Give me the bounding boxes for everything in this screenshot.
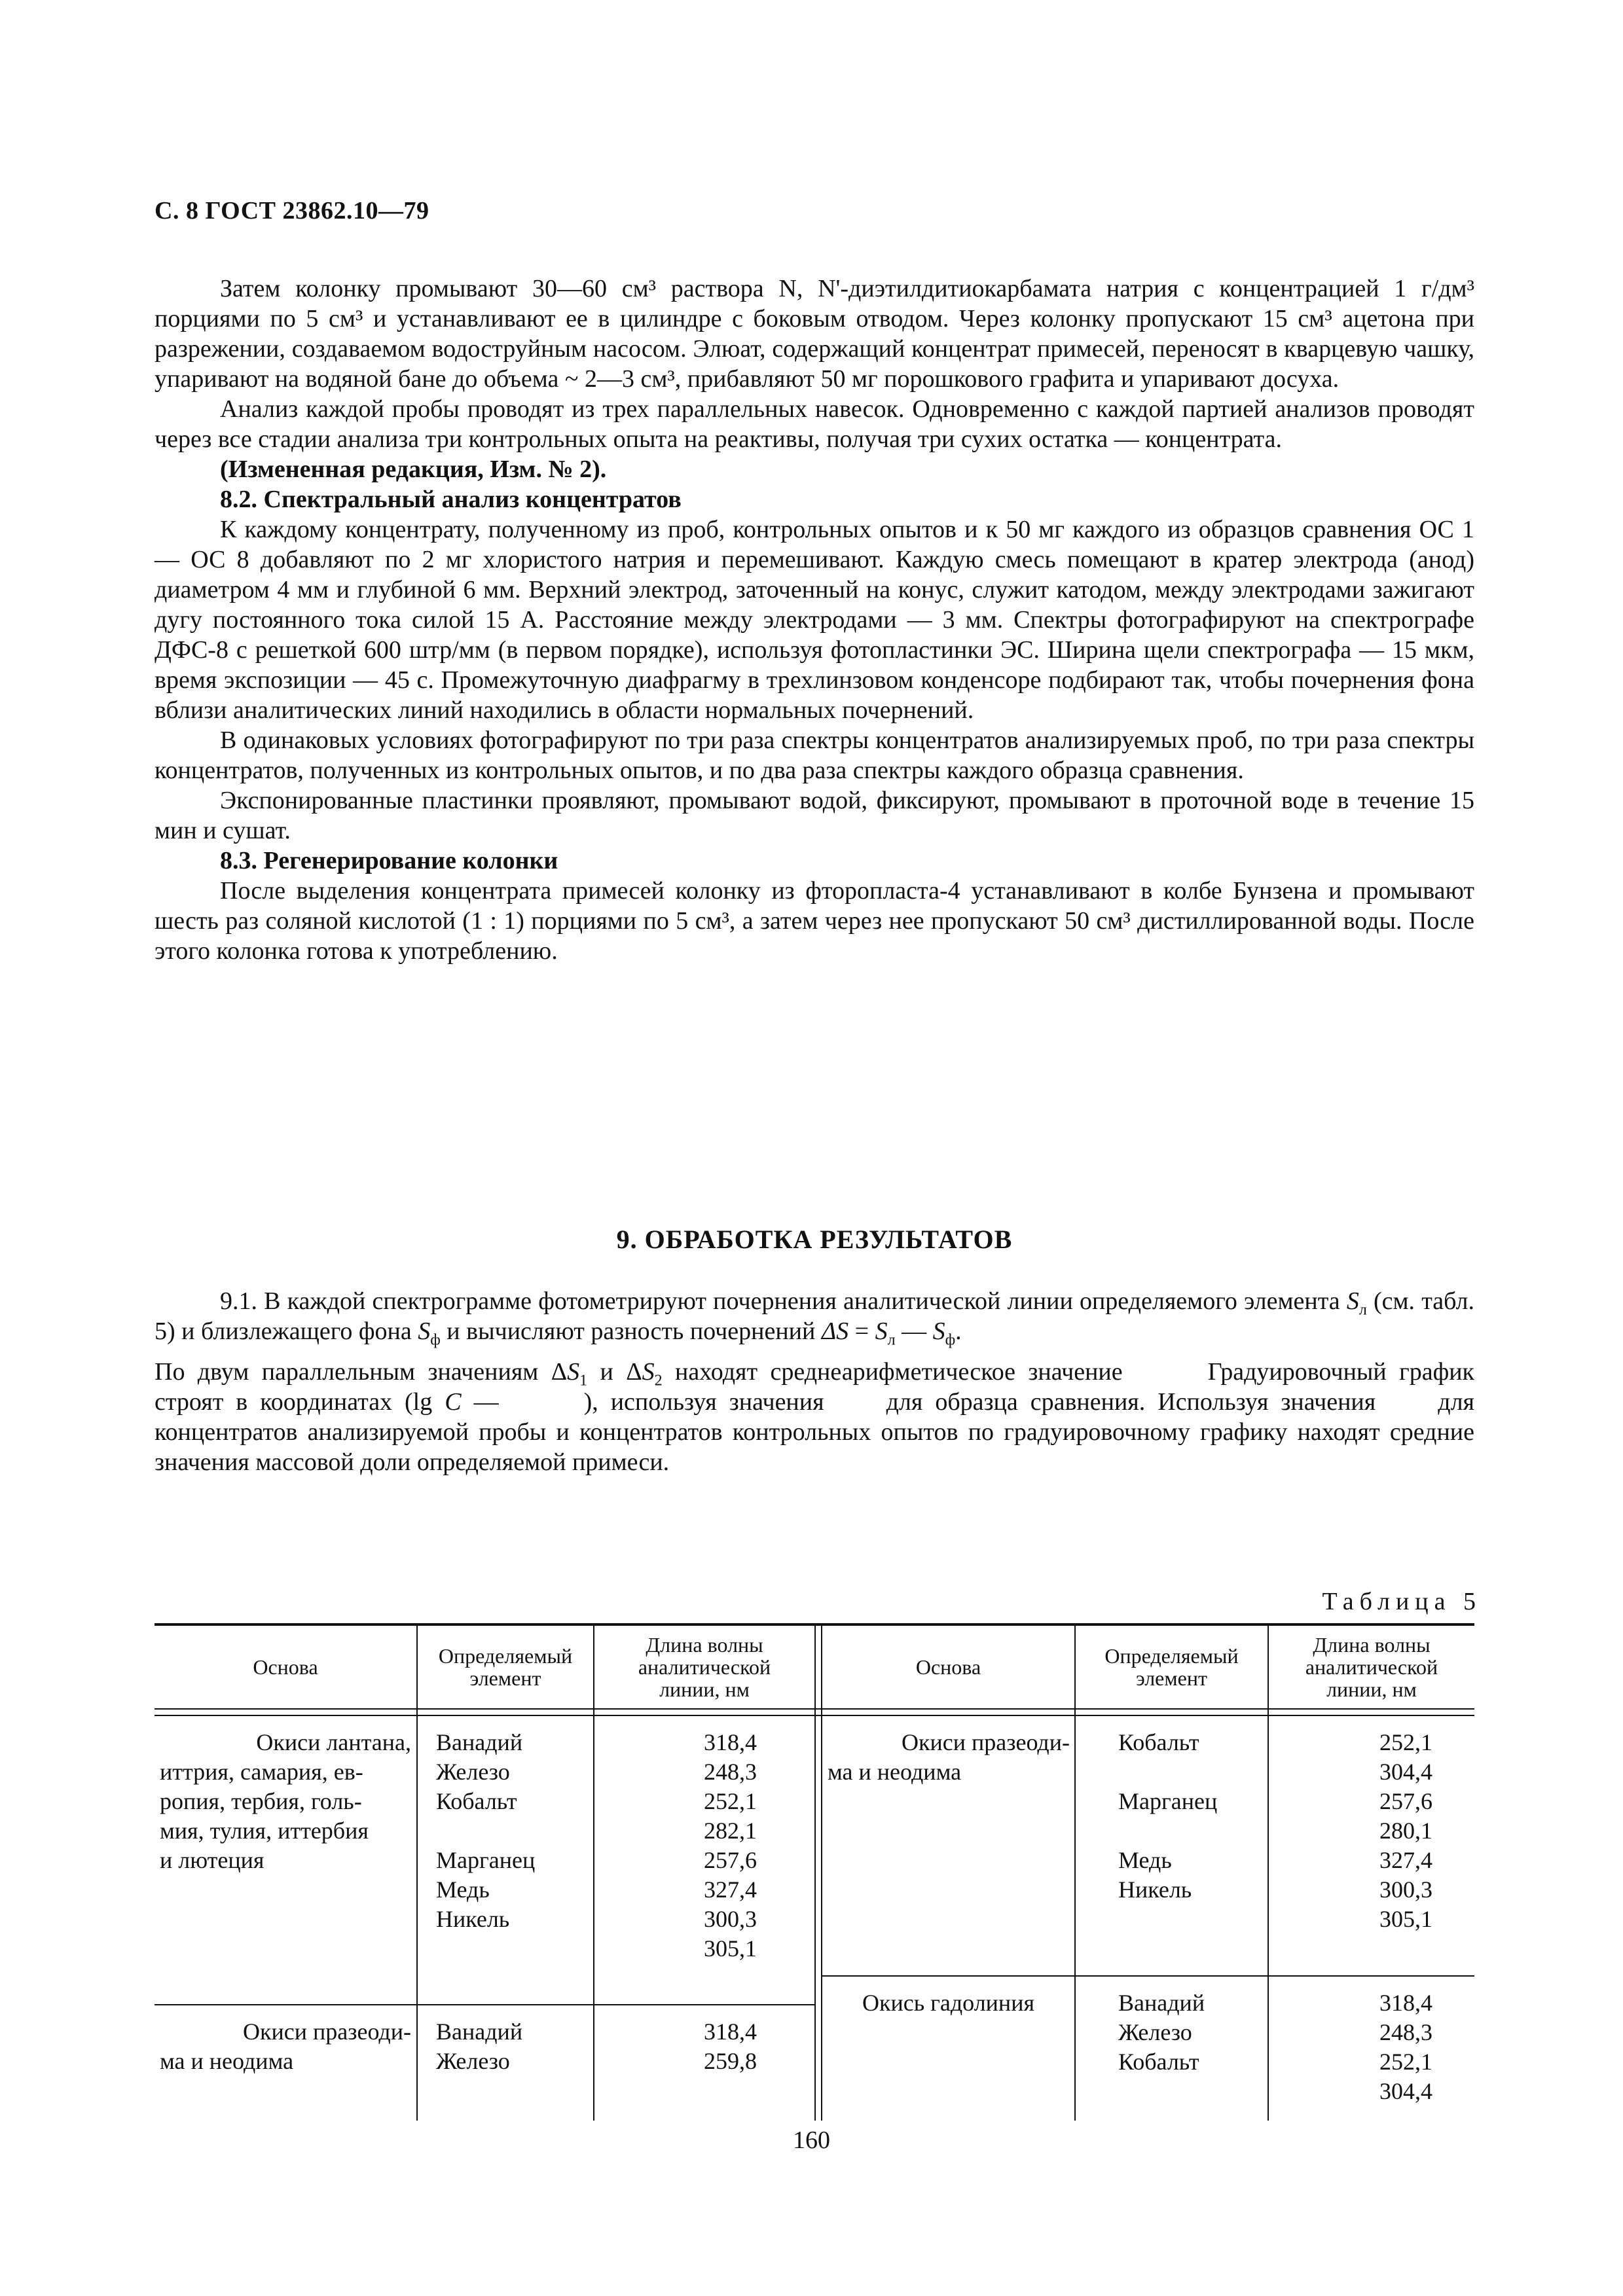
table-cell-line: Окись гадолиния: [862, 1990, 1035, 2016]
right-g2-base: [822, 1988, 1074, 2018]
table-cell-line: Марганец: [1118, 1788, 1218, 1814]
table-cell-line: ма и неодима: [160, 2048, 294, 2074]
table-cell-line: 252,1: [1379, 1729, 1432, 1755]
paragraph: Экспонированные пластинки проявляют, промывают водой, фиксируют, промывают в проточной воде в течение 15 мин и сушат.: [155, 787, 1474, 844]
left-g1-values: [600, 1728, 757, 1964]
left-group-rule: [155, 2004, 814, 2005]
paragraph: Затем колонку промывают 30—60 см³ раствора N, N'-диэтилдитиокарбамата натрия с концентрацией 1 г/дм³ порциями по 5 см³ и устанавливают ее в цилиндре с боковым отводом. Через колонку пропускают 15 см³ ацетона при разрежении, создаваемом водоструйным насосом. Элюат, содержащий концентрат примесей, переносят в кварцевую чашку, упаривают на водяной бане до объема ~ 2—3 см³, прибавляют 50 мг порошкового графита и упаривают досуха.: [155, 275, 1474, 393]
paragraph: После выделения концентрата примесей колонку из фторопласта-4 устанавливают в колбе Бунзена и промывают шесть раз соляной кислотой (1 : 1) порциями по 5 см³, а затем через нее пропускают 50 см³ дистиллированной воды. После этого колонка готова к употреблению.: [155, 877, 1474, 965]
left-g2-values: [600, 2017, 757, 2076]
table-cell-line: 318,4: [704, 2018, 757, 2045]
table-cell-line: Медь: [436, 1876, 490, 1903]
section-9-paragraph-1: 9.1. В каждой спектрограмме фотометрируют почернения аналитической линии определяемого элемента $S_л$ (см. табл. 5) и близлежащего фона $S_ф$ и вычисляют разность почернений $\Delta S = S_л$ — $S_ф$.: [155, 1287, 1474, 1349]
page-header: С. 8 ГОСТ 23862.10—79: [155, 197, 429, 224]
table-cell-line: Ванадий: [436, 1729, 523, 1755]
table-cell-line: 252,1: [704, 1788, 757, 1814]
table-cell-line: [436, 1816, 587, 1846]
header-base: Основа: [915, 1655, 981, 1679]
right-g2-values: [1275, 1988, 1432, 2106]
section-9-paragraph-2: По двум параллельным значениям $\Delta S_1$ и $\Delta S_2$ находят среднеарифметическое значение Градуировочный график строят в координатах (lg C — ), используя значения для образца сравнения. Используя значения для концентратов анализируемой пробы и концентратов контрольных опытов по градуировочному графику находят средние значения массовой доли определяемой примеси.: [155, 1358, 1475, 1476]
table-cell-line: иттрия, самария, ев-: [160, 1759, 363, 1785]
table-cell-line: Окиси празеоди-: [902, 1729, 1070, 1755]
table-cell-line: [436, 1934, 587, 1964]
table-cell-line: Ванадий: [436, 2018, 523, 2045]
table-cell-line: Окиси лантана,: [256, 1729, 411, 1755]
table-cell-line: и лютеция: [160, 1847, 264, 1873]
table-cell-line: 300,3: [704, 1906, 757, 1932]
header-element: Определяемый элемент: [1104, 1644, 1239, 1690]
table-cell-line: 257,6: [1379, 1788, 1432, 1814]
section-9-text: [155, 1286, 1474, 1477]
table-cell-line: 304,4: [1379, 1759, 1432, 1785]
table-cell-line: Железо: [436, 2048, 510, 2074]
table-cell-line: ропия, тербия, голь-: [160, 1788, 362, 1814]
table-cell-line: Медь: [1118, 1847, 1172, 1873]
table-cell-line: Никель: [1118, 1876, 1192, 1903]
header-base: Основа: [253, 1655, 318, 1679]
table-cell-line: 304,4: [1379, 2078, 1432, 2104]
right-g1-base: [828, 1728, 1070, 1787]
table-cell-line: 318,4: [1379, 1990, 1432, 2016]
paragraph: В одинаковых условиях фотографируют по три раза спектры концентратов анализируемых проб, по три раза спектры концентратов, полученных из контрольных опытов, и по два раза спектры каждого образца сравнения.: [155, 726, 1474, 784]
table-cell-line: Ванадий: [1118, 1990, 1205, 2016]
table-cell-line: 248,3: [1379, 2019, 1432, 2045]
header-element: Определяемый элемент: [438, 1644, 573, 1690]
header-wavelength: Длина волны аналитической линии, нм: [638, 1633, 771, 1701]
table-cell-line: [1118, 1905, 1262, 1934]
table-cell-line: 300,3: [1379, 1876, 1432, 1903]
left-g2-base: [160, 2017, 411, 2076]
left-g1-base: [160, 1728, 411, 1875]
table-caption: Таблица 5: [1322, 1588, 1482, 1615]
right-g1-values: [1275, 1728, 1432, 1934]
table-cell-line: 305,1: [704, 1935, 757, 1962]
table-cell-line: 257,6: [704, 1847, 757, 1873]
table-cell-line: 327,4: [704, 1876, 757, 1903]
paragraph: Анализ каждой пробы проводят из трех параллельных навесок. Одновременно с каждой партией анализов проводят через все стадии анализа три контрольных опыта на реактивы, получая три сухих остатка — концентрата.: [155, 395, 1474, 453]
right-group-rule: [822, 1975, 1474, 1977]
table-cell-line: Никель: [436, 1906, 510, 1932]
paragraph: К каждому концентрату, полученному из проб, контрольных опытов и к 50 мг каждого из образцов сравнения ОС 1 — ОС 8 добавляют по 2 мг хлористого натрия и перемешивают. Каждую смесь помещают в кратер электрода (анод) диаметром 4 мм и глубиной 6 мм. Верхний электрод, заточенный на конус, служит катодом, между электродами зажигают дугу постоянного тока силой 15 А. Расстояние между электродами — 3 мм. Спектры фотографируют на спектрографе ДФС-8 с решеткой 600 штр/мм (в первом порядке), используя фотопластинки ЭС. Ширина щели спектрографа — 15 мкм, время экспозиции — 45 с. Промежуточную диафрагму в трехлинзовом конденсоре подбирают так, чтобы почернения фона вблизи аналитических линий находились в области нормальных почернений.: [155, 516, 1474, 724]
table-cell-line: 252,1: [1379, 2049, 1432, 2075]
subheading: 8.3. Регенерирование колонки: [220, 847, 558, 874]
table-cell-line: 282,1: [704, 1818, 757, 1844]
subheading: (Измененная редакция, Изм. № 2).: [220, 456, 607, 483]
table-cell-line: Кобальт: [1118, 2049, 1199, 2075]
table-cell-line: [1118, 1757, 1262, 1787]
table-cell-line: [1118, 2077, 1262, 2106]
table-cell-line: 305,1: [1379, 1906, 1432, 1932]
left-g1-elements: [436, 1728, 587, 1964]
table-cell-line: Кобальт: [1118, 1729, 1199, 1755]
table-cell-line: Окиси празеоди-: [243, 2018, 411, 2045]
subheading: 8.2. Спектральный анализ концентратов: [220, 486, 682, 513]
table-cell-line: Марганец: [436, 1847, 536, 1873]
table-5: [155, 1623, 1474, 2121]
section-title: 9. ОБРАБОТКА РЕЗУЛЬТАТОВ: [616, 1225, 1013, 1254]
table-cell-line: Железо: [1118, 2019, 1192, 2045]
table-cell-line: Кобальт: [436, 1788, 517, 1814]
body-text: [155, 274, 1474, 966]
table-cell-line: Железо: [436, 1759, 510, 1785]
header-wavelength: Длина волны аналитической линии, нм: [1305, 1633, 1438, 1701]
table-cell-line: 327,4: [1379, 1847, 1432, 1873]
table-cell-line: 248,3: [704, 1759, 757, 1785]
table-cell-line: 259,8: [704, 2048, 757, 2074]
table-cell-line: мия, тулия, иттербия: [160, 1818, 369, 1844]
page-number: 160: [793, 2126, 830, 2154]
table-cell-line: 280,1: [1379, 1818, 1432, 1844]
table-cell-line: ма и неодима: [828, 1759, 962, 1785]
table-cell-line: [1118, 1816, 1262, 1846]
col-rule-3a: [814, 1623, 816, 2121]
right-g2-elements: [1118, 1988, 1262, 2106]
right-g1-elements: [1118, 1728, 1262, 1934]
left-g2-elements: [436, 2017, 587, 2076]
table-cell-line: 318,4: [704, 1729, 757, 1755]
